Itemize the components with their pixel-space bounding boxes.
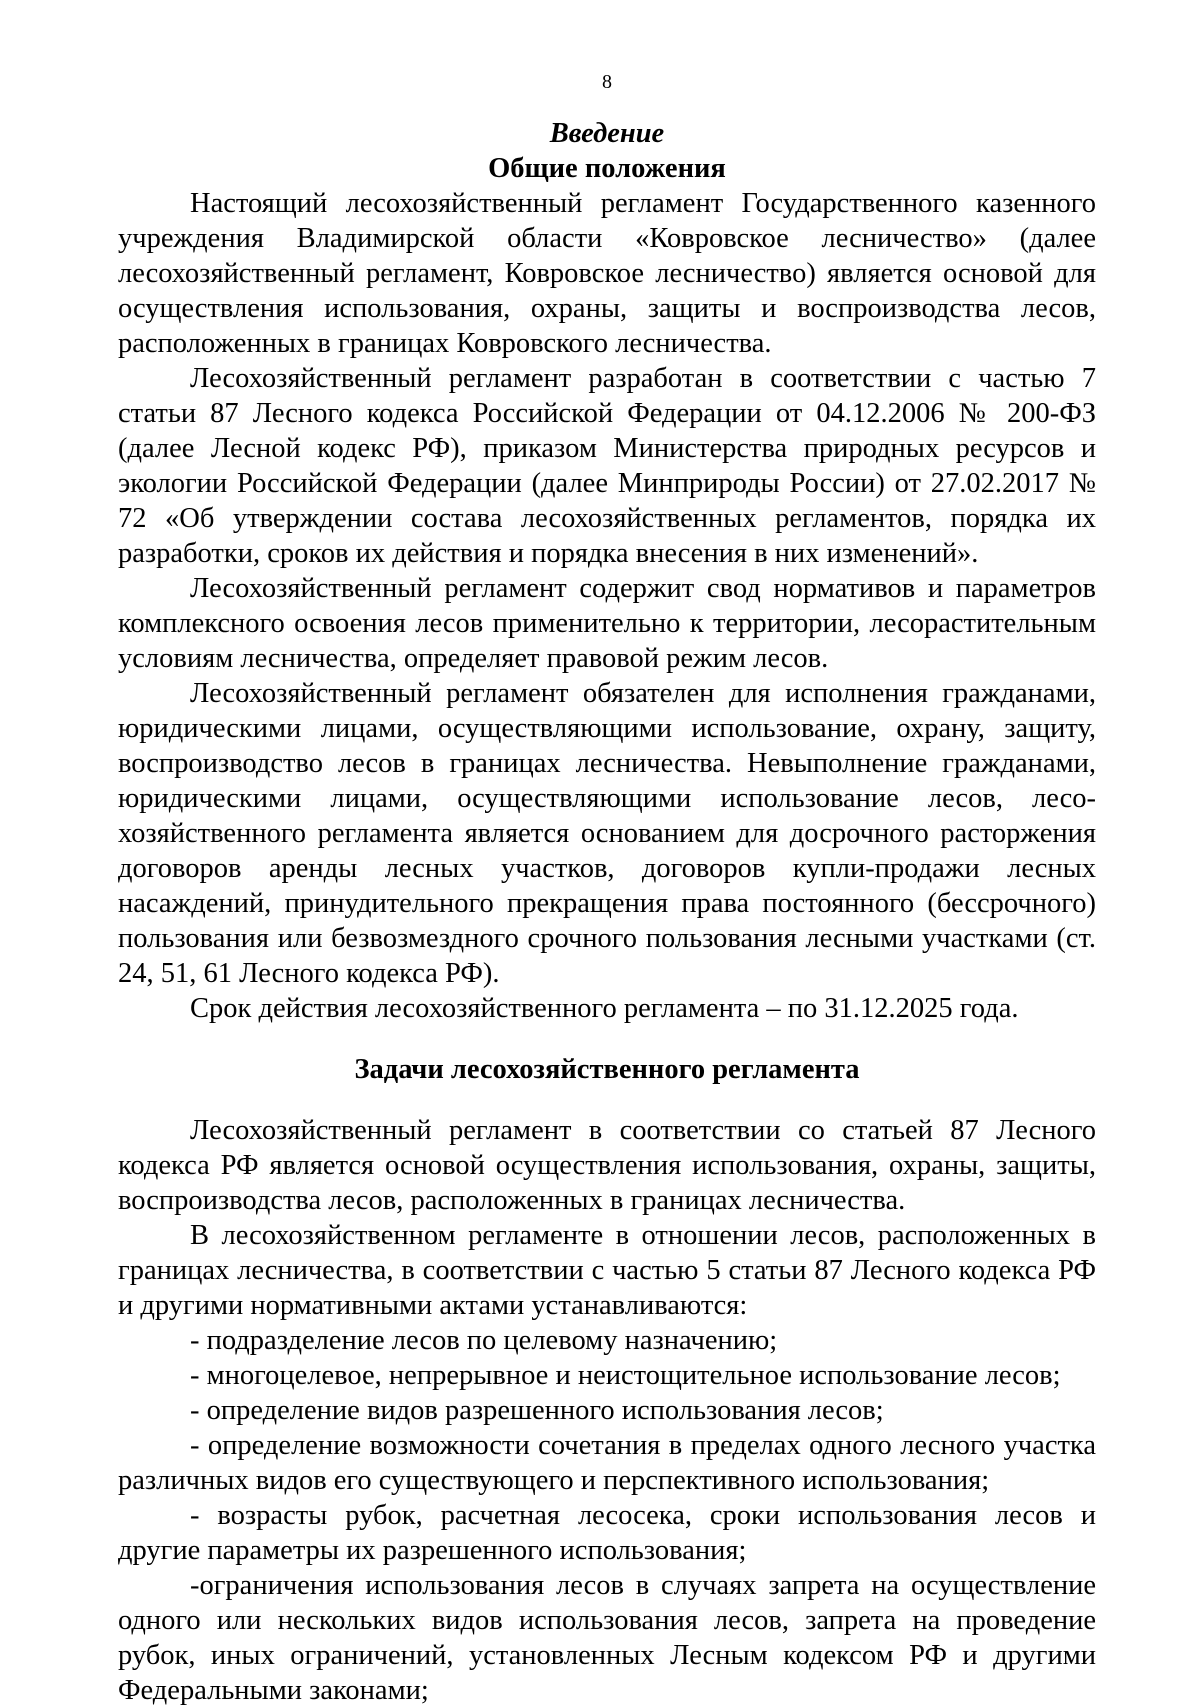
list-item: - многоцелевое, непрерывное и неистощительное использование лесов;: [190, 1360, 1061, 1391]
document-page: [118, 70, 1096, 1708]
list-item: - определение возможности сочетания в пределах одного лесного участка различных видов его существующего и перспективного использования;: [118, 1430, 1096, 1496]
list-item: - возрасты рубок, расчетная лесосека, сроки использования лесов и другие параметры их разрешенного использования;: [118, 1500, 1096, 1566]
section-title-general: Общие положения: [488, 153, 726, 184]
page-number: 8: [602, 71, 612, 93]
paragraph: Лесохозяйственный регламент разработан в соответствии с частью 7 статьи 87 Лесного кодекса Российской Федерации от 04.12.2006 № 200-ФЗ (далее Лесной кодекс РФ), приказом Министерства природных ресурсов и экологии Российской Федерации (далее Минприроды России) от 27.02.2017 № 72 «Об утверждении состава лесохозяйственных регламентов, порядка их разработки, сроков их действия и порядка внесения в них изменений».: [118, 363, 1096, 569]
intro-heading: Введение: [549, 118, 665, 149]
section-title-tasks: Задачи лесохозяйственного регламента: [354, 1054, 860, 1085]
list-item: - подразделение лесов по целевому назначению;: [190, 1325, 778, 1356]
paragraph: В лесохозяйственном регламенте в отношении лесов, расположенных в границах лесничества, в соответствии с частью 5 статьи 87 Лесного кодекса РФ и другими нормативными актами устанавливаются:: [118, 1220, 1096, 1321]
paragraph: Срок действия лесохозяйственного регламента – по 31.12.2025 года.: [190, 993, 1019, 1024]
paragraph: Лесохозяйственный регламент в соответствии со статьей 87 Лесного кодекса РФ является основой осуществления использования, охраны, защиты, воспроизводства лесов, расположенных в границах лесничества.: [118, 1115, 1096, 1216]
list-item: - определение видов разрешенного использования лесов;: [190, 1395, 884, 1426]
list-item: -ограничения использования лесов в случаях запрета на осуществление одного или нескольких видов использования лесов, запрета на проведение рубок, иных ограничений, установленных Лесным кодексом РФ и другими Федеральными законами;: [118, 1570, 1096, 1706]
paragraph: Настоящий лесохозяйственный регламент Государственного казенного учреждения Владимирской области «Ковровское лесничество» (далее лесохозяйственный регламент, Ковровское лесничество) является основой для осуществления использования, охраны, защиты и воспроизводства лесов, расположенных в границах Ковровского лесничества.: [118, 188, 1096, 359]
paragraph: Лесохозяйственный регламент обязателен для исполнения гражданами, юридическими лицами, осуществляющими использование, охрану, защиту, воспроизводство лесов в границах лесничества. Невыполнение гражданами, юридическими лицами, осуществляющими использование лесов, лесо-хозяйственного регламента является основанием для досрочного расторжения договоров аренды лесных участков, договоров купли-продажи лесных насаждений, принудительного прекращения права постоянного (бессрочного) пользования или безвозмездного срочного пользования лесными участками (ст. 24, 51, 61 Лесного кодекса РФ).: [118, 678, 1096, 989]
paragraph: Лесохозяйственный регламент содержит свод нормативов и параметров комплексного освоения лесов применительно к территории, лесорастительным условиям лесничества, определяет правовой режим лесов.: [118, 573, 1096, 674]
